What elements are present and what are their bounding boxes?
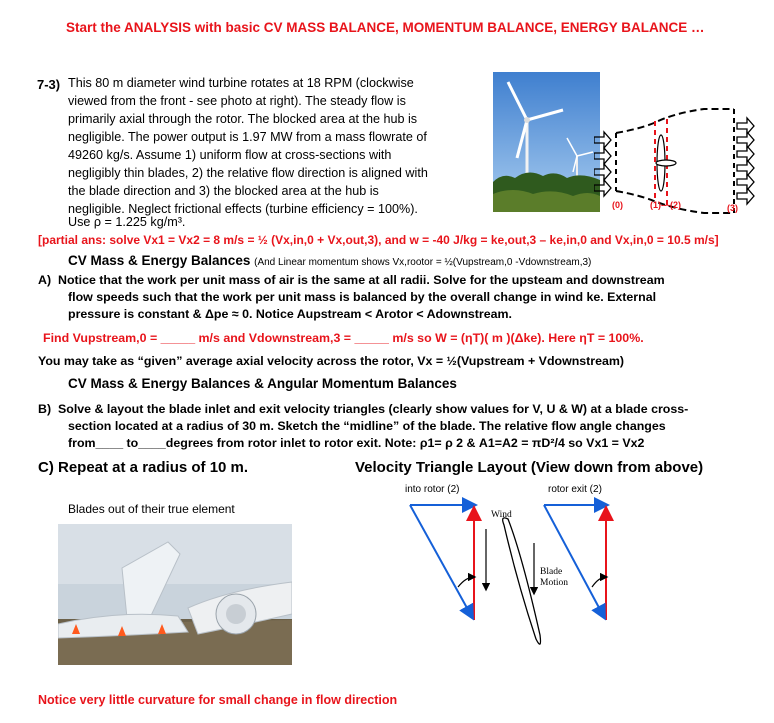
wind-turbine-photo <box>493 72 600 212</box>
station-3-label: (3) <box>727 203 738 213</box>
find-line: Find Vupstream,0 = _____ m/s and Vdownstream,3 = _____ m/s so W = (ηT)( m )(Δke). Here ηT = 100%. <box>43 331 644 345</box>
part-b-label: B) <box>38 402 52 416</box>
problem-line: negligible. The power output is 1.97 MW from a mass flowrate of <box>68 130 427 144</box>
rotor-exit-label: rotor exit (2) <box>548 484 602 495</box>
fallen-blades-photo <box>58 524 292 665</box>
part-a-label: A) <box>38 273 52 287</box>
top-banner: Start the ANALYSIS with basic CV MASS BALANCE, MOMENTUM BALANCE, ENERGY BALANCE … <box>66 20 705 35</box>
blades-caption: Blades out of their true element <box>68 502 235 516</box>
wind-label: Wind <box>491 510 512 520</box>
part-a-line: pressure is constant & Δpe ≈ 0. Notice Aupstream < Arotor < Adownstream. <box>68 307 512 321</box>
bottom-note: Notice very little curvature for small change in flow direction <box>38 693 398 707</box>
velocity-triangle-title: Velocity Triangle Layout (View down from above) <box>355 459 704 476</box>
density-line: Use ρ = 1.225 kg/m³. <box>68 215 186 229</box>
blade-label: Blade <box>540 567 563 577</box>
problem-line: the blade direction and 3) the blocked area at the hub is <box>68 184 379 198</box>
part-b-line: Solve & layout the blade inlet and exit velocity triangles (clearly show values for V, U & W) at a blade cross- <box>58 402 689 416</box>
station-12-label: (1)---(2) <box>650 200 681 210</box>
part-b-line: from____ to____degrees from rotor inlet to rotor exit. Note: ρ1= ρ 2 & A1=A2 = πD²/4 so Vx1 = Vx2 <box>68 436 645 450</box>
problem-line: This 80 m diameter wind turbine rotates at 18 RPM (clockwise <box>68 76 414 90</box>
problem-line: negligible. Neglect frictional effects (turbine efficiency = 100%). <box>68 202 418 216</box>
problem-number: 7-3) <box>37 77 61 92</box>
problem-line: negligibly thin blades, 2) the relative flow direction is aligned with <box>68 166 428 180</box>
part-b-line: section located at a radius of 30 m. Sketch the “midline” of the blade. The relative flow angle changes <box>68 419 666 433</box>
section-cv-angular: CV Mass & Energy Balances & Angular Momentum Balances <box>68 376 457 391</box>
motion-label: Motion <box>540 578 568 588</box>
velocity-triangle-diagram <box>400 485 640 690</box>
problem-line: primarily axial through the rotor. The blocked area at the hub is <box>68 112 418 126</box>
given-line: You may take as “given” average axial velocity across the rotor, Vx = ½(Vupstream + Vdownstream) <box>38 354 625 368</box>
part-a-line: Notice that the work per unit mass of air is the same at all radii. Solve for the upsteam and downstream <box>58 273 665 287</box>
problem-line: 49260 kg/s. Assume 1) uniform flow at cross-sections with <box>68 148 392 162</box>
into-rotor-label: into rotor (2) <box>405 484 460 495</box>
partial-answer: [partial ans: solve Vx1 = Vx2 = 8 m/s = ½ (Vx,in,0 + Vx,out,3), and w = -40 J/kg = ke,out,3 – ke,in,0 and Vx,in,0 = 10.5 m/s] <box>38 233 719 247</box>
section-cv-mass-energy: CV Mass & Energy Balances (And Linear momentum shows Vx,rootor = ½(Vupstream,0 -Vdownstream,3) <box>68 253 592 268</box>
station-0-label: (0) <box>612 200 623 210</box>
problem-line: viewed from the front - see photo at right). The steady flow is <box>68 94 406 108</box>
part-c-heading: C) Repeat at a radius of 10 m. <box>38 459 249 476</box>
part-a-line: flow speeds such that the work per unit mass is balanced by the overall change in wind ke. External <box>68 290 657 304</box>
